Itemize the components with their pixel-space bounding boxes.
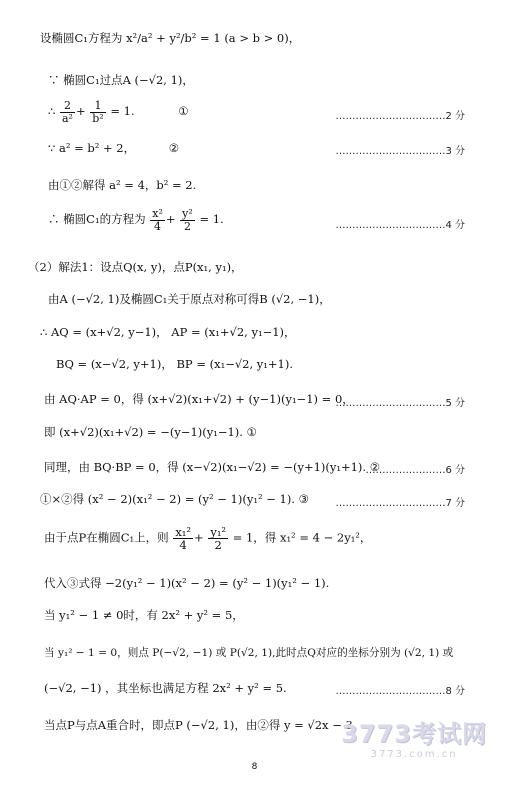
line-vectors-bq-bp: BQ = (x−√2, y+1)， BP = (x₁−√2, y₁+1). (56, 357, 293, 371)
line-p-equals-a: 当点P与点A重合时，即点P (−√2, 1)，由②得 y = √2x − 3， (44, 718, 365, 732)
equation-marker: ① (178, 104, 189, 119)
line-multiply: ①×②得 (x² − 2)(x₁² − 2) = (y² − 1)(y₁² − 1). ③ (40, 492, 309, 506)
fraction-y1-2-over-2: $\frac{\text{y₁²}}{2}$ (210, 525, 227, 553)
score-8: ……………………………8 分 (335, 686, 465, 697)
fraction-x2-over-4: $\frac{\text{x²}}{4}$ (152, 207, 163, 233)
line-point-on-ellipse: 由于点P在椭圆C₁上，则 $\frac{\text{x₁²}}{4}$ + $\frac{\text{y₁²}}{2}$ = 1，得 x₁² = 4 − 2y₁²， (44, 525, 372, 553)
equation-marker: ② (168, 141, 180, 155)
fraction-x1-2-over-4: $\frac{\text{x₁²}}{4}$ (175, 525, 192, 553)
line-solve: 由①②解得 a² = 4，b² = 2. (48, 178, 197, 192)
line-substitute: 代入③式得 −2(y₁² − 1)(x² − 2) = (y² − 1)(y₁² − 1). (44, 576, 330, 590)
score-2: ……………………………2 分 (335, 111, 465, 122)
line-ellipse-equation: ∴ 椭圆C₁的方程为 $\frac{\text{x²}}{4}$ + $\frac{\text{y²}}{2}$ = 1. (48, 207, 224, 233)
line-coordinates-satisfy: (−√2, −1) ，其坐标也满足方程 2x² + y² = 5. (44, 681, 287, 695)
line-equation-1: ∴ $\frac{2}{\text{a²}}$ + $\frac{1}{\text{b²}}$ = 1. ① (48, 99, 189, 125)
line-equation-1-result: 即 (x+√2)(x₁+√2) = −(y−1)(y₁−1). ① (44, 425, 257, 439)
fraction-1-over-b2: $\frac{1}{\text{b²}}$ (92, 99, 104, 125)
fraction-y2-over-2: $\frac{\text{y²}}{2}$ (182, 207, 193, 233)
line-symmetric-point: 由A (−√2, 1)及椭圆C₁关于原点对称可得B (√2, −1)， (48, 292, 331, 306)
line-part-2-heading: （2）解法1：设点Q(x, y)，点P(x₁, y₁)， (28, 260, 243, 274)
line-ellipse-definition: 设椭圆C₁方程为 x²/a² + y²/b² = 1 (a > b > 0)， (40, 31, 301, 45)
score-6: ……………………6 分 (365, 465, 465, 476)
page-number: 8 (251, 762, 258, 772)
line-case-zero: 当 y₁² − 1 = 0，则点 P(−√2, −1) 或 P(√2, 1),此时点Q对应的坐标分别为 (√2, 1) 或 (44, 647, 454, 659)
line-dot-product-1: 由 AQ·AP = 0，得 (x+√2)(x₁+√2) + (y−1)(y₁−1) = 0， (44, 392, 354, 406)
line-point-a: ∵ 椭圆C₁过点A (−√2, 1)， (48, 73, 194, 87)
site-logo: 3773考试网 3773.com.cn (341, 720, 487, 760)
line-a2-b2: ∵ a² = b² + 2， ② (48, 141, 180, 155)
score-3: ……………………………3 分 (335, 146, 465, 157)
score-7: ……………………………7 分 (335, 498, 465, 509)
therefore-symbol: ∴ (48, 104, 56, 119)
line-vectors-aq-ap: ∴ AQ = (x+√2, y−1)， AP = (x₁+√2, y₁−1)， (40, 325, 296, 339)
score-5: ……………………………5 分 (335, 398, 465, 409)
fraction-2-over-a2: $\frac{2}{\text{a²}}$ (61, 99, 73, 125)
line-case-nonzero: 当 y₁² − 1 ≠ 0时，有 2x² + y² = 5， (44, 608, 244, 622)
score-4: ……………………………4 分 (335, 220, 465, 231)
line-dot-product-2: 同理，由 BQ·BP = 0，得 (x−√2)(x₁−√2) = −(y+1)(y₁+1). ② (44, 460, 381, 474)
